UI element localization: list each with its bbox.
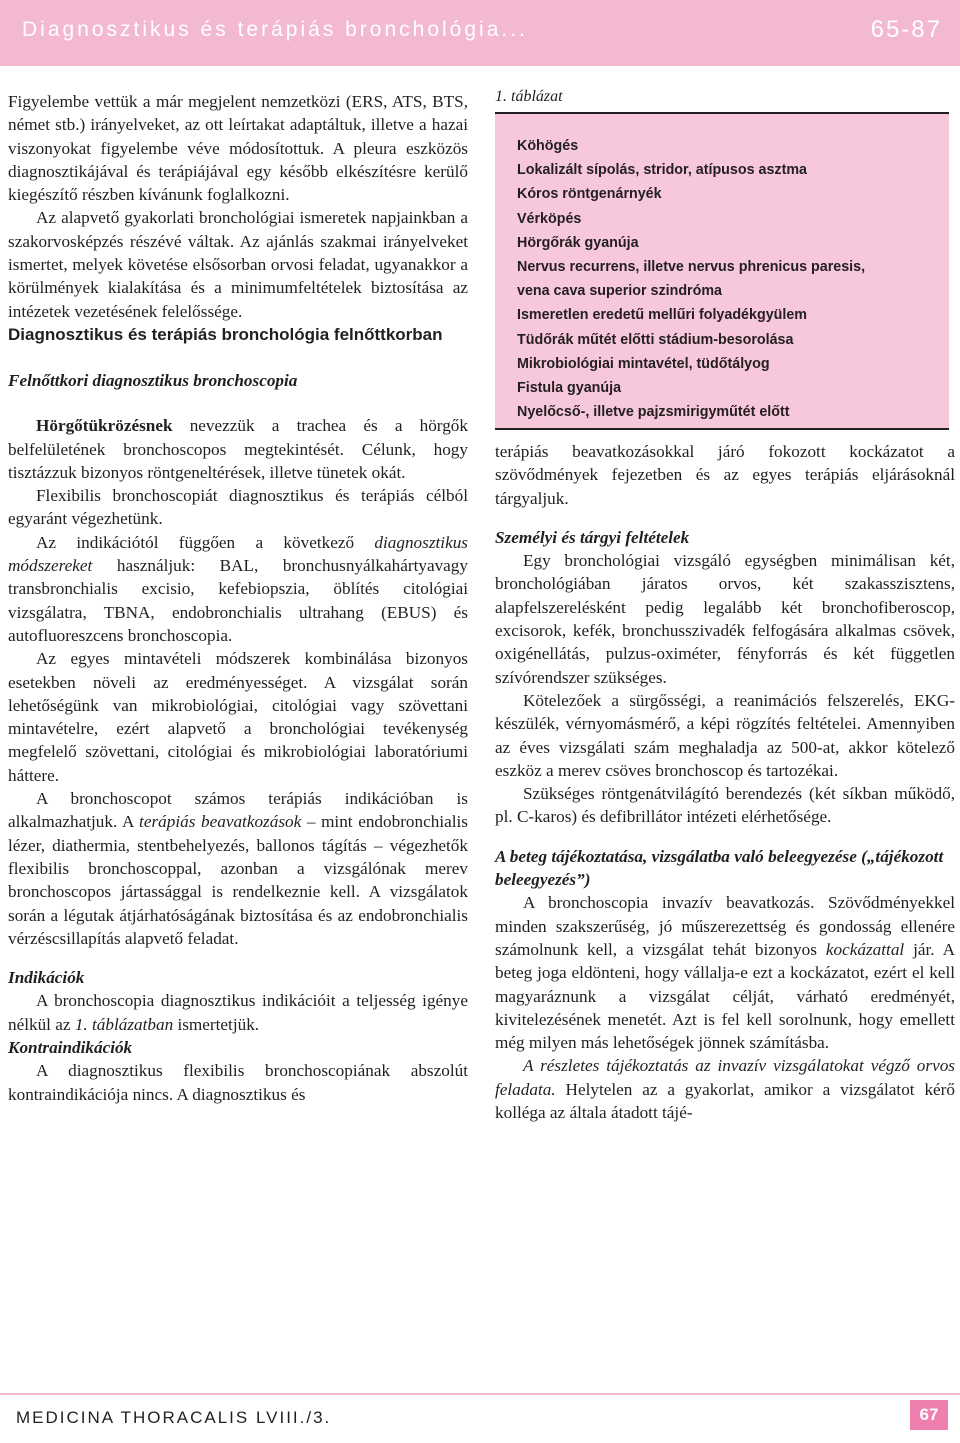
italic-term: A részletes tájékoztatás az invazív vizsgálatokat végző orvos feladata. [495, 1056, 955, 1099]
table-row: Ismeretlen eredetű mellűri folyadékgyülem [517, 307, 808, 324]
paragraph: Figyelembe vettük a már megjelent nemzetközi (ERS, ATS, BTS, német stb.) irányelveket, az ott leírtakat adaptáltuk, illetve a hazai viszonyokat figyelembe véve módosítottuk. A pleura eszközös diagnosztikájával és terápiájával egy később elkészítésre kerülő kiegészítő részben kívánunk foglalkozni. [8, 92, 468, 205]
table-row: Mikrobiológiai mintavétel, tüdőtályog [517, 355, 770, 372]
subsection-heading: Kontraindikációk [8, 1037, 133, 1057]
table-row: Vérköpés [517, 210, 582, 227]
table-row: Hörgőrák gyanúja [517, 234, 639, 251]
journal-name: MEDICINA THORACALIS LVIII./3. [16, 1408, 332, 1427]
paragraph [495, 1054, 955, 1124]
paragraph-text: – mint endobronchialis lézer, diathermia, stentbehelyezés, ballonos tágítás – végezhetők flexibilis bronchoscoppal, azonban a vizsgálónak merev bronchoscopos jártassággal is rendelkeznie kell. A vizsgálatok során a légutak átjárhatóságának biztosítása és az endobronchialis vérzéscsillapítás alapvető feladat. [8, 812, 468, 948]
footer-divider [0, 1393, 960, 1395]
table-row: Fistula gyanúja [517, 380, 622, 397]
paragraph-text: A bronchoscopia invazív beavatkozás. Szövődményekkel minden szakszerűség, jó műszerezettség és gondosság ellenére számolnunk kell, a vizsgálat tehát bizonyos [495, 893, 955, 959]
section-heading: Diagnosztikus és terápiás bronchológia felnőttkorban [8, 324, 443, 344]
paragraph-text: jár. A beteg joga eldönteni, hogy vállalja-e ezt a kockázatot, ezért el kell magyaráznunk a vizsgálat célját, várható eredményét, kivitelezésének menetét. Azt is fel kell sorolnunk, hogy emellett még milyen más lehetőségek jönnek számításba. [495, 939, 955, 1053]
indications-table [495, 112, 949, 430]
page-range: 65-87 [870, 16, 942, 43]
paragraph: Szükséges röntgenátvilágító berendezés (két síkban működő, pl. C-karos) és defibrillátor intézeti elérhetősége. [495, 784, 955, 827]
table-row: Tüdőrák műtét előtti stádium-besorolása [517, 331, 794, 348]
italic-term: terápiás beavatkozások [139, 812, 302, 832]
paragraph: terápiás beavatkozásokkal járó fokozott kockázatot a szövődmények fejezetben és az egyes terápiás eljárásoknál tárgyaljuk. [495, 442, 955, 508]
paragraph: Kötelezőek a sürgősségi, a reanimációs felszerelés, EKG-készülék, vérnyomásmérő, a képi rögzítés feltételei. Amennyiben az éves vizsgálati szám meghaladja az 500-at, akkor kötelező eszköz a merev csöves bronchoscop és tartozékai. [495, 690, 955, 780]
running-title: Diagnosztikus és terápiás bronchológia... [22, 18, 528, 41]
bold-term: Hörgőtükrözésnek [36, 416, 173, 436]
paragraph: Az alapvető gyakorlati bronchológiai ismeretek napjainkban a szakorvosképzés részévé váltak. Az ajánlás szakmai irányelveket ismertet, melyek követése elsősorban orvosi feladat, ugyanakkor a körülmények kialakítása és a minimumfeltételek biztosítása az intézetek vezetésének felelőssége. [8, 208, 468, 321]
paragraph [495, 891, 955, 1054]
table-row: Köhögés [517, 138, 579, 154]
table-caption: 1. táblázat [495, 88, 563, 105]
table-row: Lokalizált sípolás, stridor, atípusos asztma [517, 162, 807, 179]
paragraph: A diagnosztikus flexibilis bronchoscopiának abszolút kontraindikációja nincs. A diagnosztikus és [8, 1061, 468, 1104]
paragraph-text: Az indikációtól függően a következő [36, 532, 375, 552]
paragraph-text: használjuk: BAL, bronchusnyálkahártyavagy transbronchialis excisio, kefebiopszia, öblítés citológiai vizsgálatra, TBNA, endobronchialis ultrahang (EBUS) és autofluoreszcens bronchoscopia. [8, 556, 468, 645]
table-row: Nyelőcső-, illetve pajzsmirigyműtét előtt [517, 404, 790, 421]
italic-term: kockázattal [825, 939, 905, 959]
paragraph: Flexibilis bronchoscopiát diagnosztikus és terápiás célból egyaránt végezhetünk. [8, 486, 468, 529]
paragraph [8, 531, 468, 647]
paragraph [8, 414, 468, 484]
subsection-heading: Indikációk [8, 968, 85, 988]
page-header [0, 0, 960, 66]
paragraph [8, 989, 468, 1036]
paragraph [8, 787, 468, 950]
table-row: Nervus recurrens, illetve nervus phrenicus paresis, [517, 259, 866, 276]
right-column [495, 440, 955, 1124]
paragraph-text: A bronchoscopia diagnosztikus indikációit a teljesség igénye nélkül az [8, 991, 468, 1034]
paragraph: Egy bronchológiai vizsgáló egységben minimálisan két, bronchológiában járatos orvos, két szakasszisztens, alapfelszerelésként pedig legalább két bronchofiberoscop, excisorok, kefék, bronchusszivadék felfogására alkalmas csövek, oxigénellátás, pulzus-oximéter, fényforrás és két független szívórendszer szükséges. [495, 551, 955, 687]
table-row: Kóros röntgenárnyék [517, 186, 662, 203]
paragraph-text: A bronchoscopot számos terápiás indikációban is alkalmazhatjuk. A [8, 789, 468, 832]
paragraph: Az egyes mintavételi módszerek kombinálása bizonyos esetekben növeli az eredményességet. A vizsgálat során lehetőségünk van mikrobiológiai, citológiai vagy szövettani mintavételre, ezért alapvető a bronchológiai tevékenység megfelelő szövettani, citológiai és mikrobiológiai laboratóriumi háttere. [8, 649, 468, 785]
table-row: vena cava superior szindróma [517, 283, 723, 300]
paragraph-text: Helytelen az a gyakorlat, amikor a vizsgálatot kérő kolléga az általa átadott tájé- [495, 1079, 955, 1123]
italic-term: diagnosztikus módszereket [8, 532, 468, 576]
paragraph-text: nevezzük a trachea és a hörgők belfelületének bronchoscopos megtekintését. Célunk, hogy tisztázzuk bizonyos röntgeneltérések, illetve tünetek okát. [8, 416, 468, 482]
subsection-heading: A beteg tájékoztatása, vizsgálatba való beleegyezése („tájékozott beleegyezés”) [495, 846, 944, 890]
subsection-heading: Felnőttkori diagnosztikus bronchoscopia [8, 370, 298, 390]
table-reference: 1. táblázatban [74, 1014, 174, 1034]
subsection-heading: Személyi és tárgyi feltételek [495, 527, 690, 547]
paragraph-text: ismertetjük. [173, 1014, 260, 1034]
page-number: 67 [910, 1400, 948, 1430]
left-column [8, 90, 468, 1106]
